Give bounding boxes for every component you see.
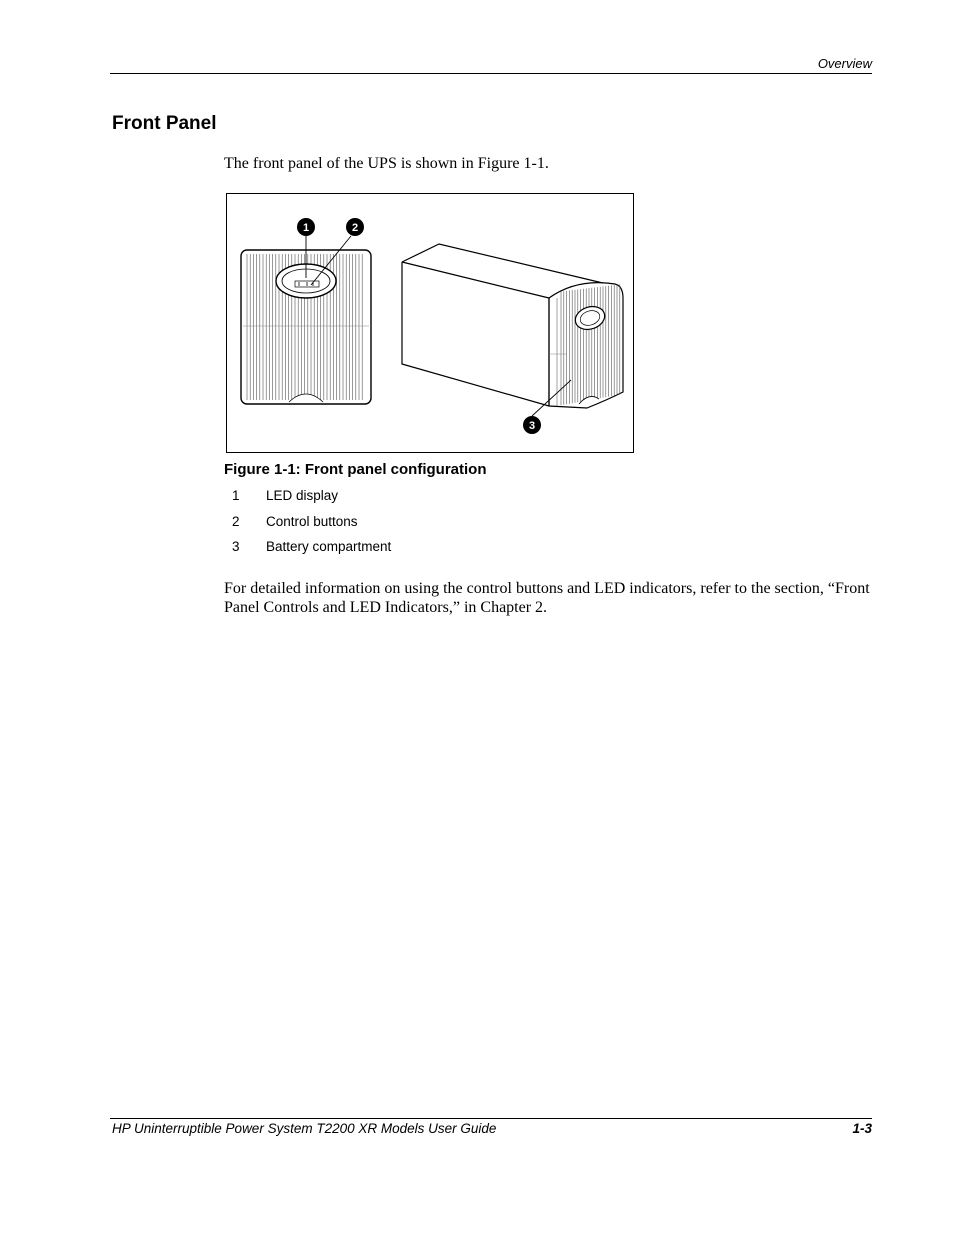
callout-2-label: 2 [351,222,359,234]
legend-item [232,514,391,540]
section-title: Front Panel [112,113,217,134]
legend-label: LED display [266,488,339,503]
callout-1-label: 1 [302,222,310,234]
footer-title: HP Uninterruptible Power System T2200 XR Models User Guide [112,1121,497,1136]
legend-number: 3 [232,539,240,554]
body-paragraph: For detailed information on using the control buttons and LED indicators, refer to the section, “Front Panel Controls and LED Indicators,” in Chapter 2. [224,580,870,616]
legend-item [232,539,391,565]
ups-side-view [402,244,623,408]
callout-3-label: 3 [528,420,536,432]
legend-label: Control buttons [266,513,358,529]
footer-rule [110,1118,872,1119]
legend-label: Battery compartment [266,539,392,554]
page-number: 1-3 [852,1121,872,1136]
ups-illustration [227,194,632,451]
running-header: Overview [817,56,872,71]
figure-front-panel [226,193,634,453]
legend-number: 2 [232,513,240,529]
legend-number: 1 [232,488,240,503]
intro-paragraph: The front panel of the UPS is shown in Figure 1-1. [224,155,549,172]
figure-legend [232,488,391,565]
header-rule [110,73,872,74]
legend-item [232,488,391,514]
callout-1 [297,218,315,236]
figure-caption: Figure 1-1: Front panel configuration [224,461,487,478]
callout-2 [346,218,364,236]
callout-3 [523,416,541,434]
